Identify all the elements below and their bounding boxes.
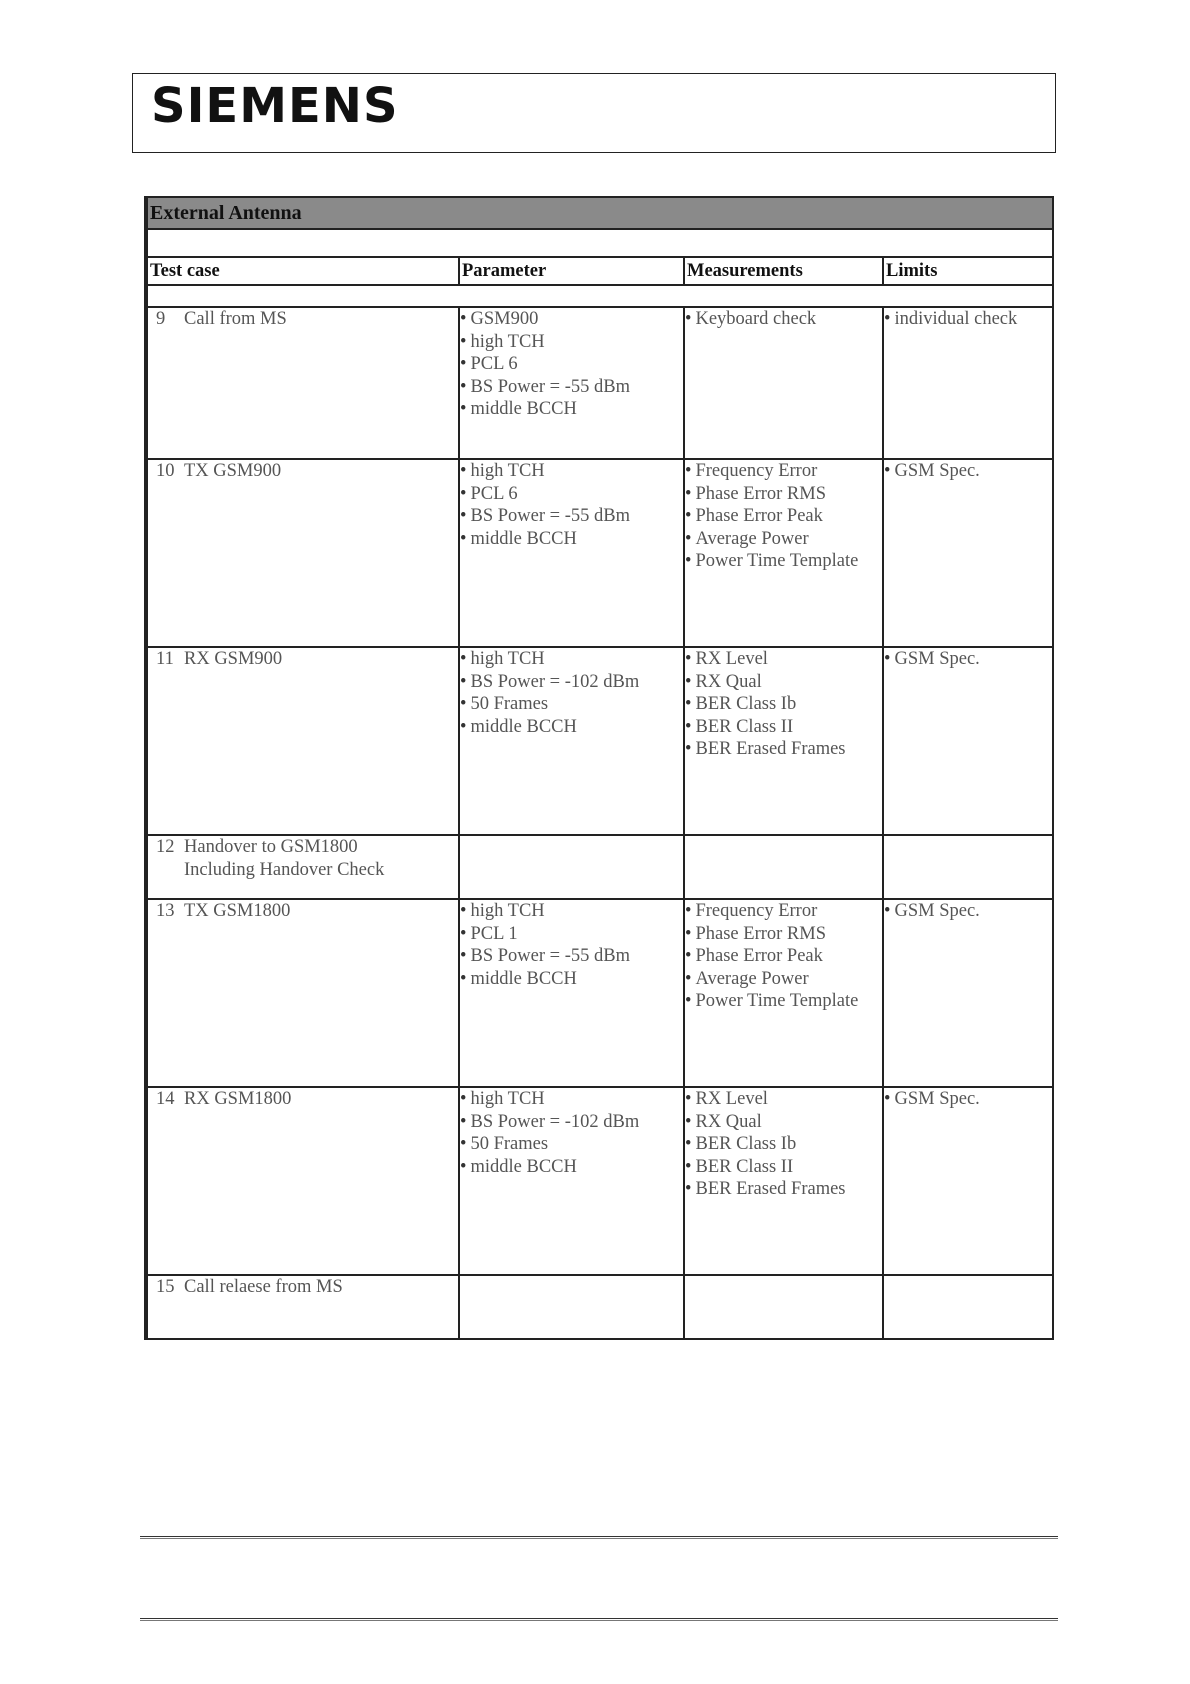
test-case-label: Handover to GSM1800 [184,837,358,857]
parameter-item: • middle BCCH [462,716,681,739]
limit-item: • GSM Spec. [886,648,1050,671]
measurement-item: • RX Qual [687,1111,880,1134]
measurement-item: • Phase Error Peak [687,945,880,968]
test-case-label: RX GSM900 [184,649,283,669]
parameter-item: • high TCH [462,900,681,923]
measurement-cell [684,835,883,899]
test-case-cell [146,307,459,459]
table-title: External Antenna [146,197,1053,229]
parameter-cell [459,899,684,1087]
measurement-item: • RX Level [687,1088,880,1111]
measurement-item: • BER Class Ib [687,693,880,716]
parameter-item: • 50 Frames [462,1133,681,1156]
measurement-cell [684,307,883,459]
parameter-cell [459,835,684,899]
parameter-item: • BS Power = -102 dBm [462,1111,681,1134]
siemens-logo: SIEMENS [151,78,399,134]
measurement-item: • Keyboard check [687,308,880,331]
test-case-cell [146,835,459,899]
test-case-cell [146,459,459,647]
test-case-number: 11 [156,649,174,669]
parameter-item: • PCL 1 [462,923,681,946]
test-case-number: 13 [156,901,175,921]
limit-item: • GSM Spec. [886,900,1050,923]
parameter-item: • high TCH [462,331,681,354]
table-row [146,835,1053,899]
measurement-item: • BER Erased Frames [687,1178,880,1201]
parameter-item: • 50 Frames [462,693,681,716]
limit-item: • individual check [886,308,1050,331]
measurement-cell [684,1275,883,1339]
test-case-number: 15 [156,1277,175,1297]
test-case-label: TX GSM900 [184,461,282,481]
parameter-cell [459,1275,684,1339]
test-case-number: 12 [156,837,175,857]
parameter-item: • high TCH [462,460,681,483]
test-case-label: RX GSM1800 [184,1089,292,1109]
measurement-item: • RX Qual [687,671,880,694]
table-row [146,647,1053,835]
parameter-item: • high TCH [462,1088,681,1111]
table-row [146,899,1053,1087]
test-table [144,196,1054,1340]
parameter-item: • middle BCCH [462,528,681,551]
measurement-item: • Phase Error RMS [687,923,880,946]
test-case-cell [146,647,459,835]
test-case-label: Call from MS [184,309,287,329]
limit-cell [883,307,1053,459]
parameter-item: • BS Power = -55 dBm [462,945,681,968]
limit-item: • GSM Spec. [886,1088,1050,1111]
measurement-cell [684,647,883,835]
test-case-number: 9 [156,309,166,329]
measurement-cell [684,899,883,1087]
blank-row [146,229,1053,257]
parameter-item: • BS Power = -55 dBm [462,376,681,399]
limit-cell [883,1275,1053,1339]
test-case-label: Call relaese from MS [184,1277,343,1297]
table-title-row [146,197,1053,229]
measurement-item: • Phase Error Peak [687,505,880,528]
parameter-cell [459,307,684,459]
measurement-cell [684,1087,883,1275]
test-case-cell [146,1275,459,1339]
table-row [146,1275,1053,1339]
measurement-item: • BER Erased Frames [687,738,880,761]
parameter-item: • PCL 6 [462,353,681,376]
parameter-item: • GSM900 [462,308,681,331]
col-header-parameter: Parameter [459,257,684,285]
test-case-label: TX GSM1800 [184,901,291,921]
limit-cell [883,1087,1053,1275]
footer-rule-top [140,1536,1058,1539]
test-case-cell [146,1087,459,1275]
limit-cell [883,835,1053,899]
measurement-item: • BER Class Ib [687,1133,880,1156]
parameter-item: • PCL 6 [462,483,681,506]
measurement-item: • RX Level [687,648,880,671]
limit-cell [883,647,1053,835]
measurement-item: • Average Power [687,968,880,991]
spacer-row [146,285,1053,307]
page-header [132,73,1056,153]
measurement-item: • BER Class II [687,1156,880,1179]
measurement-item: • BER Class II [687,716,880,739]
measurement-item: • Power Time Template [687,990,880,1013]
parameter-cell [459,459,684,647]
test-case-number: 10 [156,461,175,481]
measurement-item: • Phase Error RMS [687,483,880,506]
limit-item: • GSM Spec. [886,460,1050,483]
test-case-number: 14 [156,1089,175,1109]
parameter-item: • BS Power = -55 dBm [462,505,681,528]
col-header-limits: Limits [883,257,1053,285]
test-case-cell [146,899,459,1087]
table-row [146,459,1053,647]
header-row [146,257,1053,285]
test-case-label: Including Handover Check [184,859,385,880]
col-header-measurements: Measurements [684,257,883,285]
parameter-item: • middle BCCH [462,1156,681,1179]
parameter-cell [459,1087,684,1275]
measurement-cell [684,459,883,647]
col-header-test-case: Test case [146,257,459,285]
parameter-item: • high TCH [462,648,681,671]
measurement-item: • Average Power [687,528,880,551]
parameter-item: • middle BCCH [462,968,681,991]
parameter-item: • middle BCCH [462,398,681,421]
parameter-item: • BS Power = -102 dBm [462,671,681,694]
table-row [146,307,1053,459]
measurement-item: • Frequency Error [687,900,880,923]
limit-cell [883,459,1053,647]
measurement-item: • Power Time Template [687,550,880,573]
measurement-item: • Frequency Error [687,460,880,483]
limit-cell [883,899,1053,1087]
table-row [146,1087,1053,1275]
footer-rule-bottom [140,1618,1058,1621]
parameter-cell [459,647,684,835]
